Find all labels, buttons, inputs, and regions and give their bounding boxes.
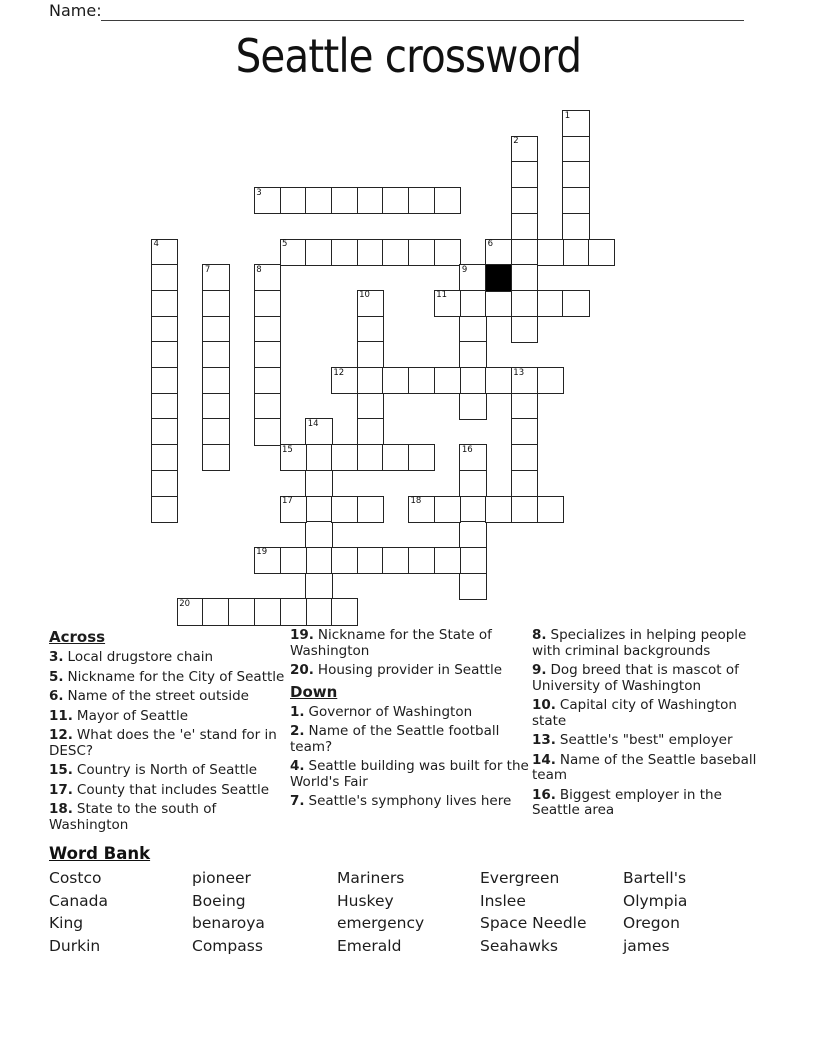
clue-column	[532, 628, 763, 823]
grid-cell[interactable]	[459, 367, 486, 394]
grid-cell[interactable]	[562, 187, 589, 214]
clue-text: Nickname for the City of Seattle	[67, 668, 285, 685]
cell-number: 16	[461, 444, 473, 455]
clue-number: 12.	[49, 727, 73, 743]
word-bank-column	[480, 867, 587, 957]
grid-cell[interactable]	[280, 187, 307, 214]
clue-number: 13.	[532, 732, 556, 748]
cell-number: 15	[282, 444, 293, 455]
clue	[49, 670, 288, 686]
grid-cell[interactable]	[305, 496, 332, 523]
grid-cell[interactable]	[151, 393, 178, 420]
grid-cell[interactable]	[485, 367, 512, 394]
grid-cell[interactable]	[537, 367, 564, 394]
word-bank-item: Space Needle	[480, 914, 587, 933]
cell-number: 9	[461, 264, 468, 275]
clue	[49, 728, 288, 759]
word-bank-column	[49, 867, 108, 957]
clue-number: 2.	[290, 723, 305, 739]
grid-cell[interactable]	[202, 418, 229, 445]
grid-cell[interactable]	[511, 213, 538, 240]
name-input-line[interactable]	[101, 4, 744, 21]
clue-text: Biggest employer in the Seattle area	[532, 786, 722, 818]
clue	[290, 705, 537, 721]
grid-cell[interactable]	[459, 290, 486, 317]
clue-number: 6.	[49, 688, 64, 704]
grid-cell[interactable]	[382, 239, 409, 266]
grid-cell[interactable]	[202, 444, 229, 471]
grid-cell[interactable]	[357, 367, 384, 394]
grid-cell[interactable]	[202, 393, 229, 420]
word-bank-item: Mariners	[337, 869, 405, 887]
grid-cell[interactable]	[305, 239, 332, 266]
cell-number: 2	[513, 136, 519, 147]
word-bank-item: Seahawks	[480, 936, 558, 955]
grid-cell[interactable]	[511, 239, 538, 266]
grid-cell[interactable]	[357, 547, 384, 574]
grid-cell[interactable]	[151, 444, 178, 471]
grid-cell[interactable]	[459, 264, 486, 291]
clue-text: Seattle's "best" employer	[559, 732, 733, 748]
grid-cell[interactable]	[511, 290, 538, 317]
grid-cell[interactable]	[485, 290, 512, 317]
word-bank-item: Boeing	[192, 891, 246, 910]
name-field-label: Name:	[49, 1, 102, 20]
word-bank-item: Huskey	[337, 891, 394, 910]
grid-cell[interactable]	[331, 496, 358, 523]
crossword-grid	[151, 110, 616, 626]
word-bank-item: Costco	[49, 869, 102, 887]
cell-number: 17	[282, 496, 293, 506]
grid-cell[interactable]	[562, 110, 589, 137]
clue-number: 14.	[532, 751, 556, 768]
across-header: Across	[49, 628, 106, 646]
word-bank-item: james	[623, 936, 670, 955]
word-bank-item: King	[49, 914, 84, 933]
grid-cell[interactable]	[254, 418, 281, 445]
word-bank-item: Emerald	[337, 936, 402, 955]
clue-number: 16.	[532, 786, 556, 803]
word-bank-item: benaroya	[192, 914, 265, 933]
grid-cell[interactable]	[511, 393, 538, 420]
clue-text: Capital city of Washington state	[532, 697, 737, 729]
word-bank-item: pioneer	[192, 869, 251, 887]
clue	[532, 733, 763, 749]
grid-cell[interactable]	[511, 161, 538, 188]
word-bank-item: emergency	[337, 914, 425, 933]
grid-cell[interactable]	[459, 496, 486, 523]
clue-text: Seattle building was built for the World's Fair	[290, 758, 529, 790]
grid-cell[interactable]	[562, 136, 589, 163]
grid-cell[interactable]	[459, 521, 486, 548]
clue-number: 8.	[532, 627, 547, 643]
clue	[49, 650, 288, 666]
grid-cell[interactable]	[254, 547, 281, 574]
grid-cell[interactable]	[408, 547, 435, 574]
grid-cell[interactable]	[254, 290, 281, 317]
grid-cell[interactable]	[202, 316, 229, 343]
grid-cell[interactable]	[357, 341, 384, 368]
grid-cell[interactable]	[305, 573, 332, 600]
grid-cell[interactable]	[434, 290, 461, 317]
grid-cell[interactable]	[202, 598, 229, 625]
grid-cell[interactable]	[459, 573, 486, 600]
clue	[290, 794, 537, 810]
grid-cell[interactable]	[357, 496, 384, 523]
cell-number: 7	[204, 264, 211, 275]
clue	[49, 783, 288, 799]
cell-number: 18	[410, 496, 422, 506]
clue-number: 11.	[49, 707, 73, 724]
clue	[290, 759, 537, 790]
cell-number: 1	[564, 110, 571, 121]
clue-text: Name of the street outside	[67, 688, 249, 704]
clue	[290, 628, 537, 659]
clue-number: 5.	[49, 668, 64, 685]
clue-text: State to the south of Washington	[49, 801, 217, 833]
clue-number: 4.	[290, 758, 305, 774]
clue-text: Specializes in helping people with criminal backgrounds	[532, 627, 747, 659]
grid-cell[interactable]	[485, 239, 512, 266]
word-bank-item: Compass	[192, 936, 263, 955]
grid-cell[interactable]	[511, 444, 538, 471]
cell-number: 8	[256, 264, 262, 275]
grid-cell[interactable]	[588, 239, 615, 266]
grid-cell[interactable]	[357, 316, 384, 343]
grid-cell[interactable]	[280, 547, 307, 574]
grid-cell[interactable]	[151, 367, 178, 394]
grid-cell[interactable]	[408, 444, 435, 471]
cell-number: 4	[153, 239, 159, 249]
cell-number: 13	[513, 367, 525, 378]
grid-cell[interactable]	[382, 187, 409, 214]
cell-number: 6	[487, 239, 494, 249]
grid-cell[interactable]	[305, 187, 332, 214]
cell-number: 5	[282, 239, 288, 249]
grid-cell[interactable]	[485, 496, 512, 523]
grid-cell[interactable]	[357, 418, 384, 445]
grid-cell[interactable]	[305, 470, 332, 497]
cell-number: 20	[179, 598, 191, 609]
clue-number: 15.	[49, 762, 73, 778]
word-bank-item: Evergreen	[480, 869, 560, 887]
grid-cell[interactable]	[537, 239, 564, 266]
word-bank-item: Bartell's	[623, 869, 687, 887]
grid-cell[interactable]	[280, 444, 307, 471]
grid-cell[interactable]	[511, 470, 538, 497]
grid-cell[interactable]	[254, 367, 281, 394]
clue	[290, 663, 537, 679]
grid-cell[interactable]	[305, 547, 332, 574]
grid-cell[interactable]	[382, 547, 409, 574]
grid-cell[interactable]	[562, 213, 589, 240]
clue	[49, 709, 288, 725]
clue-text: Housing provider in Seattle	[317, 662, 503, 678]
clue	[49, 763, 288, 779]
grid-cell[interactable]	[459, 316, 486, 343]
cell-number: 11	[436, 290, 448, 301]
page-title-text: Seattle crossword	[235, 29, 581, 83]
page-title	[0, 30, 816, 83]
word-bank-header: Word Bank	[49, 844, 151, 863]
grid-cell[interactable]	[151, 290, 178, 317]
grid-cell[interactable]	[434, 187, 461, 214]
grid-cell[interactable]	[254, 187, 281, 214]
clue-text: What does the 'e' stand for in DESC?	[49, 727, 277, 759]
clue-number: 18.	[49, 801, 73, 817]
word-bank-item: Olympia	[623, 891, 688, 910]
grid-cell[interactable]	[459, 470, 486, 497]
clue-column	[290, 628, 537, 814]
grid-cell[interactable]	[434, 496, 461, 523]
grid-cell[interactable]	[357, 187, 384, 214]
grid-cell[interactable]	[434, 239, 461, 266]
word-bank-column	[623, 867, 687, 957]
grid-cell[interactable]	[408, 367, 435, 394]
grid-cell[interactable]	[434, 367, 461, 394]
grid-cell[interactable]	[280, 239, 307, 266]
clue-number: 3.	[49, 649, 64, 665]
grid-cell[interactable]	[331, 367, 358, 394]
cell-number: 12	[333, 367, 345, 378]
grid-cell[interactable]	[151, 239, 178, 266]
grid-cell[interactable]	[408, 496, 435, 523]
grid-cell[interactable]	[511, 418, 538, 445]
grid-cell[interactable]	[151, 470, 178, 497]
grid-cell[interactable]	[459, 547, 486, 574]
clue	[49, 689, 288, 705]
grid-cell[interactable]	[305, 444, 332, 471]
grid-cell[interactable]	[254, 316, 281, 343]
grid-cell[interactable]	[202, 341, 229, 368]
grid-cell[interactable]	[280, 496, 307, 523]
clue	[532, 698, 763, 729]
grid-cell[interactable]	[357, 444, 384, 471]
grid-cell[interactable]	[537, 496, 564, 523]
clue-number: 19.	[290, 627, 314, 643]
word-bank-item: Durkin	[49, 936, 101, 955]
grid-cell[interactable]	[459, 341, 486, 368]
blocked-cell	[485, 264, 512, 291]
grid-cell[interactable]	[562, 161, 589, 188]
grid-cell[interactable]	[331, 598, 358, 625]
clue	[532, 788, 763, 819]
clue-number: 1.	[290, 703, 305, 720]
grid-cell[interactable]	[459, 444, 486, 471]
grid-cell[interactable]	[331, 444, 358, 471]
clue-column	[49, 628, 288, 837]
clue-text: Local drugstore chain	[67, 649, 214, 665]
word-bank-column	[192, 867, 265, 957]
grid-cell[interactable]	[177, 598, 204, 625]
word-bank-item: Canada	[49, 891, 108, 910]
grid-cell[interactable]	[228, 598, 255, 625]
clue	[49, 802, 288, 833]
grid-cell[interactable]	[254, 264, 281, 291]
down-header: Down	[290, 682, 338, 701]
grid-cell[interactable]	[202, 290, 229, 317]
clue-text: Mayor of Seattle	[76, 707, 189, 724]
clue	[290, 724, 537, 755]
grid-cell[interactable]	[434, 547, 461, 574]
clue-text: Seattle's symphony lives here	[308, 793, 512, 809]
grid-cell[interactable]	[562, 290, 589, 317]
clue-number: 9.	[532, 662, 547, 678]
clue-text: Name of the Seattle football team?	[290, 723, 500, 755]
cell-number: 10	[359, 290, 370, 301]
grid-cell[interactable]	[305, 598, 332, 625]
grid-cell[interactable]	[305, 521, 332, 548]
grid-cell[interactable]	[408, 239, 435, 266]
word-bank-column	[337, 867, 424, 957]
clue-text: Name of the Seattle baseball team	[532, 751, 757, 783]
grid-cell[interactable]	[511, 316, 538, 343]
clue	[532, 753, 763, 784]
cell-number: 3	[256, 187, 262, 198]
grid-cell[interactable]	[511, 496, 538, 523]
cell-number: 14	[307, 418, 319, 429]
clue	[532, 628, 763, 659]
grid-cell[interactable]	[382, 367, 409, 394]
clue-number: 17.	[49, 781, 73, 798]
grid-cell[interactable]	[151, 341, 178, 368]
grid-cell[interactable]	[305, 418, 332, 445]
grid-cell[interactable]	[331, 187, 358, 214]
clue	[532, 663, 763, 694]
grid-cell[interactable]	[151, 264, 178, 291]
grid-cell[interactable]	[357, 239, 384, 266]
clue-text: Nickname for the State of Washington	[290, 627, 492, 659]
grid-cell[interactable]	[511, 187, 538, 214]
grid-cell[interactable]	[357, 290, 384, 317]
grid-cell[interactable]	[511, 264, 538, 291]
grid-cell[interactable]	[562, 239, 589, 266]
grid-cell[interactable]	[511, 367, 538, 394]
clue-number: 7.	[290, 793, 305, 809]
grid-cell[interactable]	[331, 547, 358, 574]
grid-cell[interactable]	[151, 496, 178, 523]
grid-cell[interactable]	[280, 598, 307, 625]
grid-cell[interactable]	[408, 187, 435, 214]
grid-cell[interactable]	[254, 341, 281, 368]
grid-cell[interactable]	[254, 393, 281, 420]
grid-cell[interactable]	[151, 418, 178, 445]
grid-cell[interactable]	[202, 367, 229, 394]
word-bank-item: Inslee	[480, 891, 526, 910]
clue-number: 20.	[290, 662, 314, 678]
grid-cell[interactable]	[254, 598, 281, 625]
grid-cell[interactable]	[202, 264, 229, 291]
grid-cell[interactable]	[151, 316, 178, 343]
grid-cell[interactable]	[537, 290, 564, 317]
grid-cell[interactable]	[459, 393, 486, 420]
grid-cell[interactable]	[382, 444, 409, 471]
clue-text: County that includes Seattle	[76, 781, 270, 798]
clue-text: Dog breed that is mascot of University of Washington	[532, 662, 739, 694]
cell-number: 19	[256, 547, 268, 558]
clue-number: 10.	[532, 697, 556, 713]
grid-cell[interactable]	[511, 136, 538, 163]
word-bank-item: Oregon	[623, 914, 680, 933]
grid-cell[interactable]	[357, 393, 384, 420]
clue-text: Governor of Washington	[308, 703, 473, 720]
clue-text: Country is North of Seattle	[76, 762, 258, 778]
grid-cell[interactable]	[331, 239, 358, 266]
